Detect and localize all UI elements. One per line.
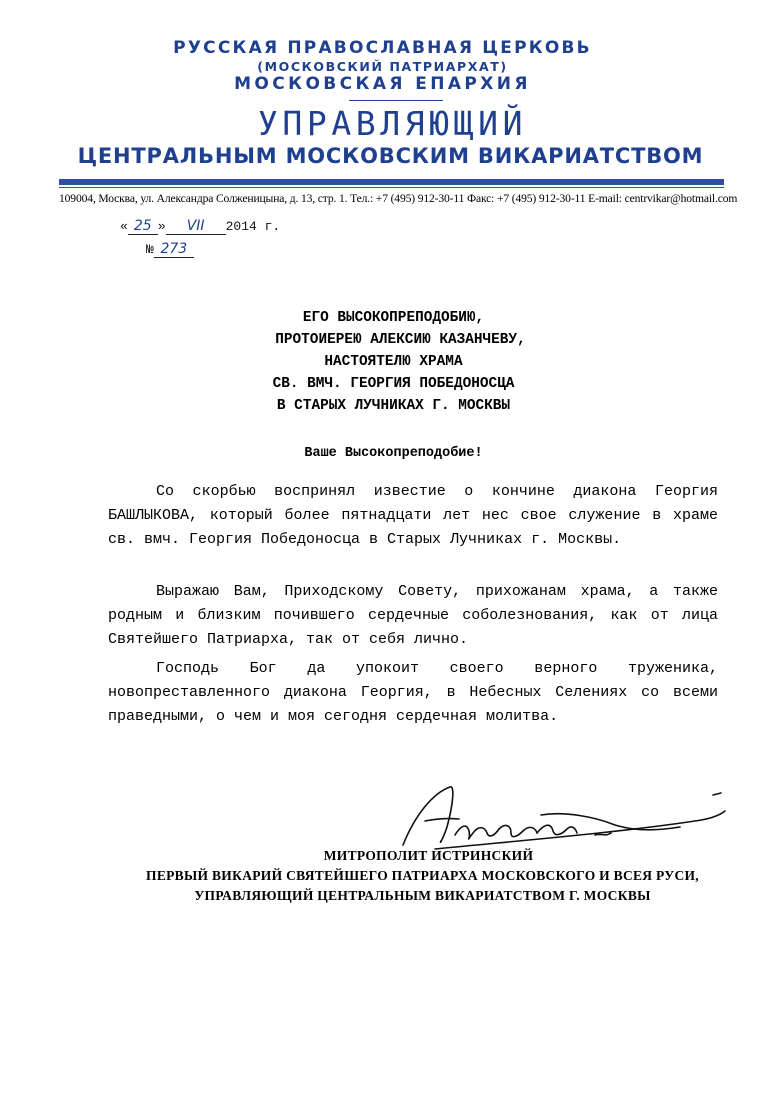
body-paragraph: Выражаю Вам, Приходскому Совету, прихожанам храма, а также родным и близким почившего сердечные соболезнования, как от лица Святейшего Патриарха, так от себя лично. xyxy=(108,583,718,648)
addressee-line: ЕГО ВЫСОКОПРЕПОДОБИЮ, xyxy=(302,310,485,326)
letterhead-title: УПРАВЛЯЮЩИЙ xyxy=(257,104,528,143)
date-month: VII xyxy=(186,218,205,234)
body-paragraph: Со скорбью воспринял известие о кончине диакона Георгия БАШЛЫКОВА, который более пятнадцати лет нес свое служение в храме св. вмч. Георгия Победоносца в Старых Лучниках г. Москвы. xyxy=(108,483,718,548)
addressee-line: В СТАРЫХ ЛУЧНИКАХ Г. МОСКВЫ xyxy=(276,398,511,414)
addressee-line: СВ. ВМЧ. ГЕОРГИЯ ПОБЕДОНОСЦА xyxy=(272,376,515,392)
letterhead-patriarchate: (МОСКОВСКИЙ ПАТРИАРХАТ) xyxy=(257,59,508,74)
date-day: 25 xyxy=(133,218,152,234)
letterhead-band xyxy=(59,179,724,185)
date-year: 2014 г. xyxy=(225,219,281,234)
signatory-role: УПРАВЛЯЮЩИЙ ЦЕНТРАЛЬНЫМ ВИКАРИАТСТВОМ Г. МОСКВЫ xyxy=(194,888,651,903)
number-line xyxy=(146,241,194,258)
body-paragraph: Господь Бог да упокоит своего верного труженика, новопреставленного диакона Георгия, в Небесных Селениях со всеми праведными, о чем и моя сегодня сердечная молитва. xyxy=(108,660,718,725)
letterhead-address: 109004, Москва, ул. Александра Солженицына, д. 13, стр. 1. Тел.: +7 (495) 912-30-11 Факс: +7 (495) 912-30-11 E-mail: centrvikar@hotmail.com xyxy=(59,192,738,205)
salutation: Ваше Высокопреподобие! xyxy=(304,446,483,461)
number-sign: № xyxy=(146,242,154,257)
signatory-position: ПЕРВЫЙ ВИКАРИЙ СВЯТЕЙШЕГО ПАТРИАРХА МОСКОВСКОГО И ВСЕЯ РУСИ, xyxy=(146,868,699,883)
letterhead-church: РУССКАЯ ПРАВОСЛАВНАЯ ЦЕРКОВЬ xyxy=(173,38,592,58)
letterhead-eparchy: МОСКОВСКАЯ ЕПАРХИЯ xyxy=(234,74,531,94)
date-open-quote: « xyxy=(120,219,128,234)
signatory-title: МИТРОПОЛИТ ИСТРИНСКИЙ xyxy=(323,848,534,863)
letterhead-subtitle: ЦЕНТРАЛЬНЫМ МОСКОВСКИМ ВИКАРИАТСТВОМ xyxy=(77,144,704,168)
date-close-quote: » xyxy=(157,219,166,234)
letterhead-band-thin xyxy=(59,187,724,188)
addressee-line: ПРОТОИЕРЕЮ АЛЕКСИЮ КАЗАНЧЕВУ, xyxy=(275,332,526,348)
date-line xyxy=(120,218,280,235)
document-number: 273 xyxy=(160,241,188,257)
addressee-line: НАСТОЯТЕЛЮ ХРАМА xyxy=(324,354,463,370)
letterhead-short-rule xyxy=(349,100,443,101)
